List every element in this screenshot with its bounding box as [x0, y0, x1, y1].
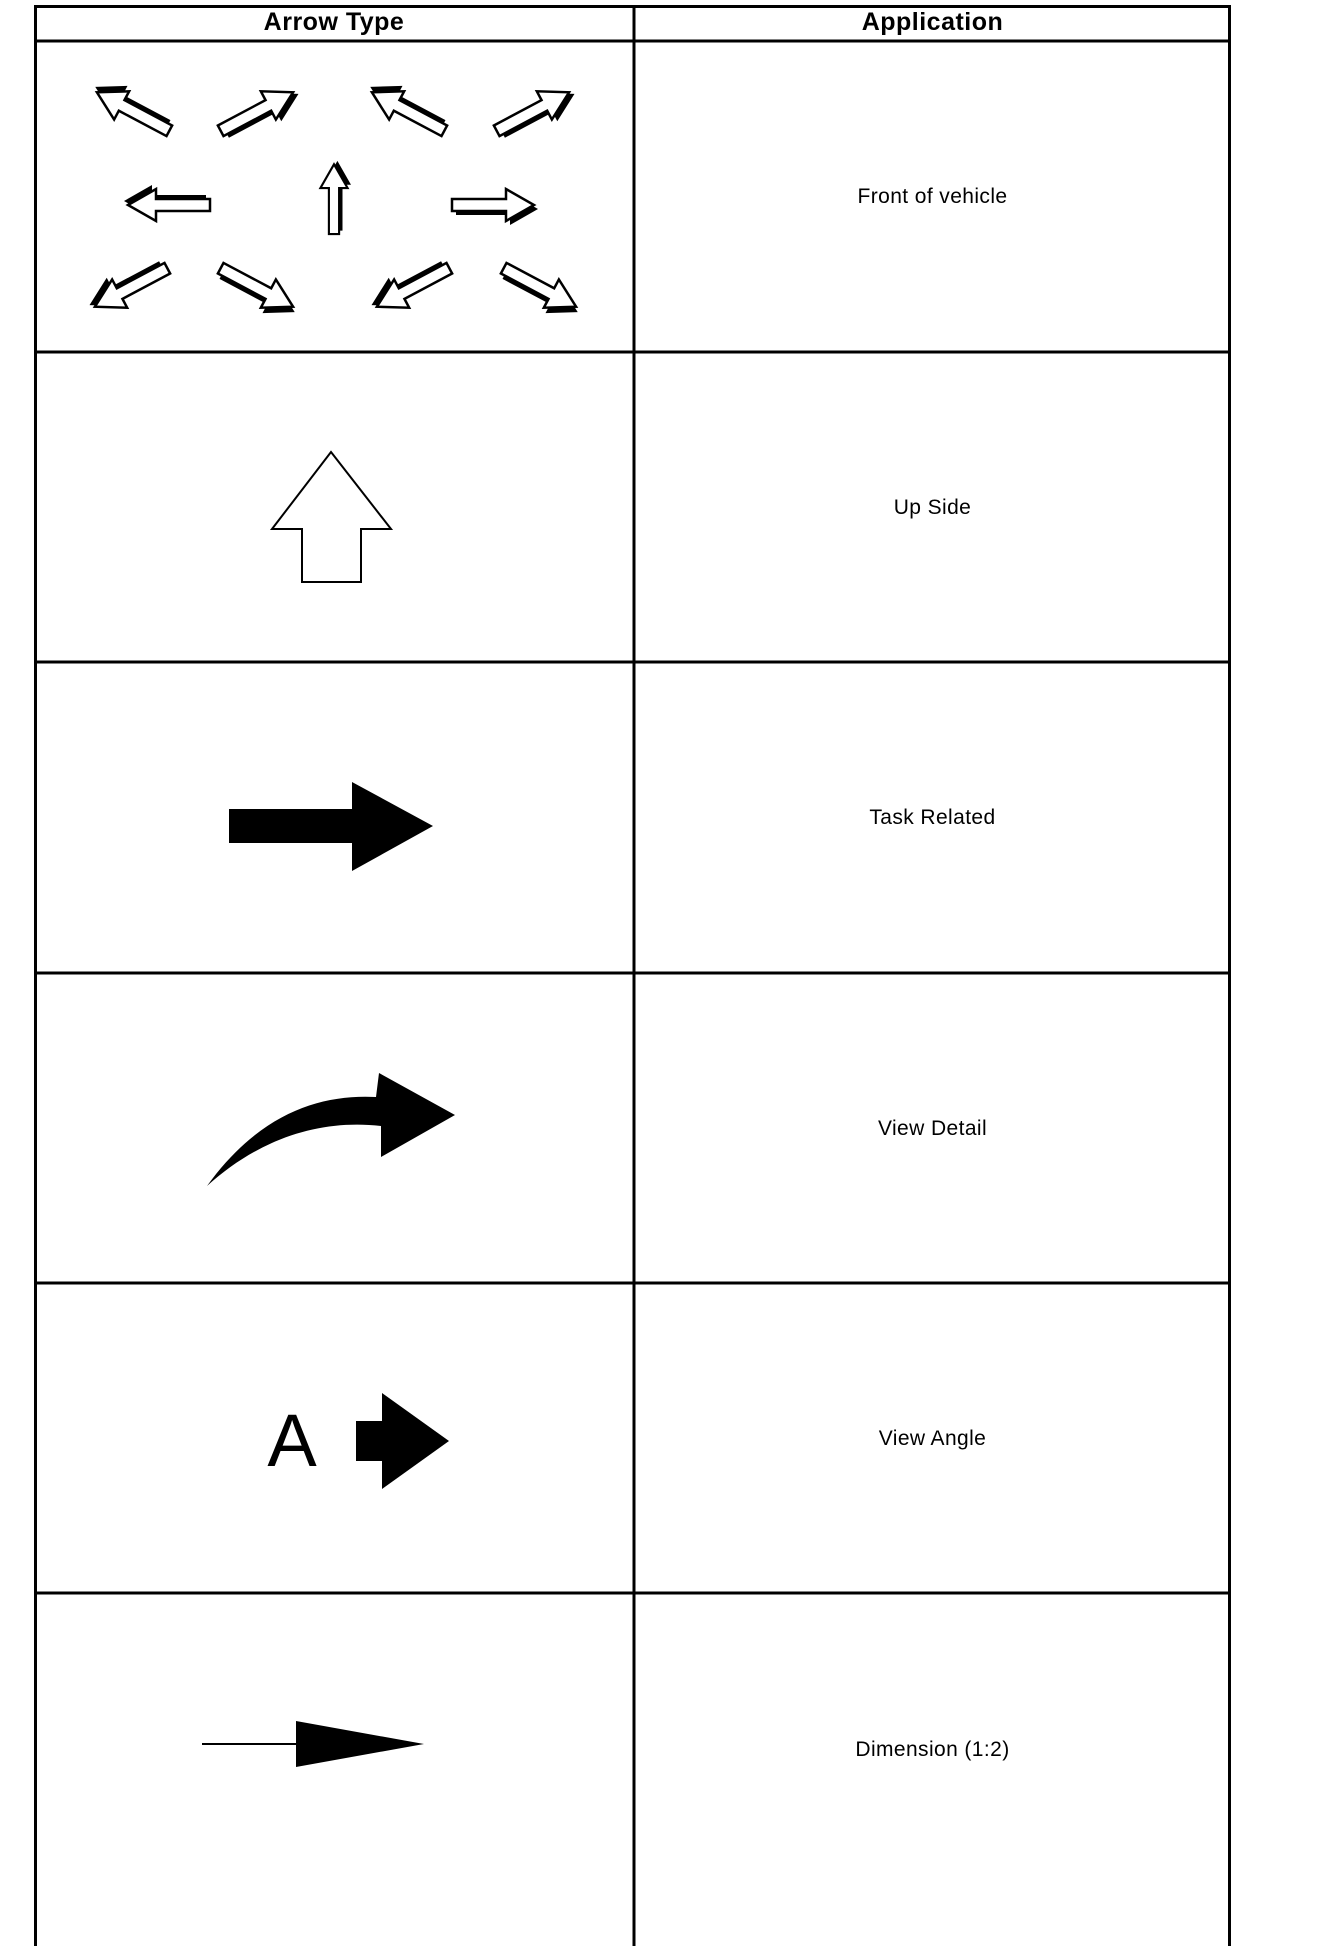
application-label: View Detail	[877, 1116, 988, 1140]
application-label: Task Related	[869, 806, 996, 829]
view-letter: A	[267, 1399, 317, 1482]
thin-dimension-arrow-icon	[34, 1594, 634, 1946]
multi-directional-hollow-arrows-icon	[34, 42, 634, 352]
header-application: Application	[861, 7, 1004, 36]
application-label: Up Side	[893, 495, 972, 519]
lettered-view-arrow-icon	[34, 1284, 634, 1593]
application-label: View Angle	[878, 1426, 987, 1450]
application-label: Front of vehicle	[857, 185, 1008, 208]
hollow-up-arrow-icon	[34, 353, 634, 662]
solid-right-arrow-icon	[34, 663, 634, 973]
application-label: Dimension (1:2)	[855, 1737, 1010, 1761]
header-arrow-type: Arrow Type	[263, 7, 405, 36]
arrow-legend-table	[34, 5, 1231, 1946]
curved-right-arrow-icon	[34, 974, 634, 1283]
